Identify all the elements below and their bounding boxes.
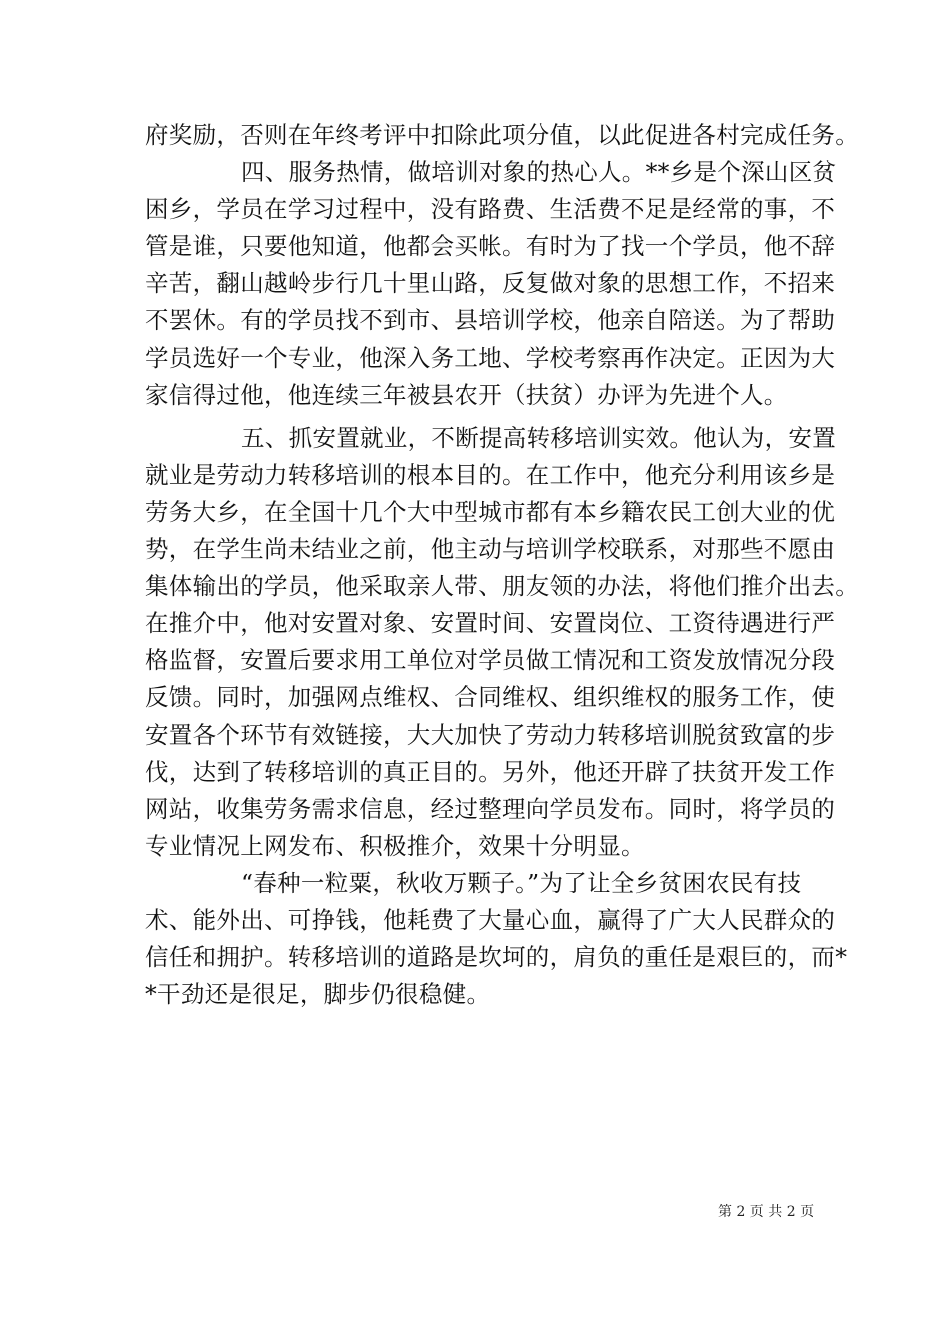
text-line: 府奖励，否则在年终考评中扣除此项分值，以此促进各村完成任务。	[145, 121, 859, 149]
text-line: 辛苦，翻山越岭步行几十里山路，反复做对象的思想工作，不招来	[145, 269, 836, 298]
text-line: 信任和拥护。转移培训的道路是坎坷的，肩负的重任是艰巨的，而*	[145, 943, 848, 972]
text-line: *干劲还是很足，脚步仍很稳健。	[145, 980, 491, 1009]
text-line: 不罢休。有的学员找不到市、县培训学校，他亲自陪送。为了帮助	[145, 306, 836, 335]
text-line: 学员选好一个专业，他深入务工地、学校考察再作决定。正因为大	[145, 343, 836, 372]
text-line: 安置各个环节有效链接，大大加快了劳动力转移培训脱贫致富的步	[145, 720, 836, 749]
text-line: 术、能外出、可挣钱，他耗费了大量心血，赢得了广大人民群众的	[145, 905, 836, 934]
text-line: 五、抓安置就业，不断提高转移培训实效。他认为，安置	[241, 423, 836, 452]
text-line: 管是谁，只要他知道，他都会买帐。有时为了找一个学员，他不辞	[145, 232, 836, 261]
text-line: 家信得过他，他连续三年被县农开（扶贫）办评为先进个人。	[145, 380, 788, 409]
document-body	[145, 117, 859, 1013]
text-line: 势，在学生尚未结业之前，他主动与培训学校联系，对那些不愿由	[145, 535, 836, 564]
text-line: 在推介中，他对安置对象、安置时间、安置岗位、工资待遇进行严	[145, 609, 836, 638]
text-line: 伐，达到了转移培训的真正目的。另外，他还开辟了扶贫开发工作	[145, 757, 836, 786]
page-number-footer: 第 2 页 共 2 页	[718, 1204, 815, 1220]
text-line: 四、服务热情，做培训对象的热心人。**乡是个深山区贫	[241, 158, 837, 187]
paragraph-service-enthusiasm	[145, 154, 837, 414]
text-line: 网站，收集劳务需求信息，经过整理向学员发布。同时，将学员的	[145, 794, 836, 823]
text-line: “春种一粒粟，秋收万颗子。”为了让全乡贫困农民有技	[241, 868, 802, 897]
text-line: 专业情况上网发布、积极推介，效果十分明显。	[145, 831, 645, 860]
text-line: 反馈。同时，加强网点维权、合同维权、组织维权的服务工作，使	[145, 683, 836, 712]
text-line: 格监督，安置后要求用工单位对学员做工情况和工资发放情况分段	[145, 646, 836, 675]
text-line: 困乡，学员在学习过程中，没有路费、生活费不足是经常的事，不	[145, 195, 836, 224]
text-line: 劳务大乡，在全国十几个大中型城市都有本乡籍农民工创大业的优	[145, 497, 836, 526]
paragraph-employment-placement	[145, 420, 859, 865]
text-line: 集体输出的学员，他采取亲人带、朋友领的办法，将他们推介出去。	[145, 572, 859, 601]
paragraph-conclusion	[145, 865, 848, 1013]
text-line: 就业是劳动力转移培训的根本目的。在工作中，他充分利用该乡是	[145, 460, 836, 489]
paragraph-continuation	[145, 117, 859, 154]
